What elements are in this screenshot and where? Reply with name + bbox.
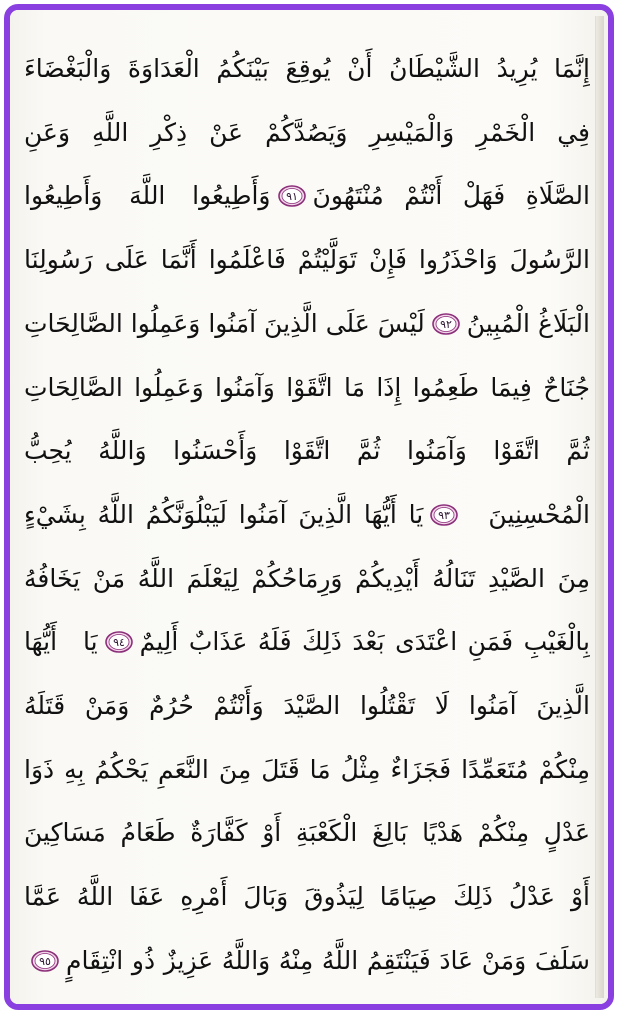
ayah-number-marker <box>277 184 307 208</box>
text-line <box>24 484 590 546</box>
text-line <box>24 102 590 164</box>
ayah-number-marker <box>104 630 134 654</box>
ayah-text: الْمُحْسِنِينَ <box>488 499 590 529</box>
text-line <box>24 802 590 864</box>
text-line <box>24 930 590 992</box>
ayah-text: فِي الْخَمْرِ وَالْمَيْسِرِ وَيَصُدَّكُمْ عَنْ ذِكْرِ اللَّهِ وَعَنِ <box>24 117 590 147</box>
ayah-number: ٩٤ <box>112 636 125 650</box>
ayah-text: لَيْسَ عَلَى الَّذِينَ آمَنُوا وَعَمِلُوا الصَّالِحَاتِ <box>24 308 425 338</box>
ayah-text: الْبَلَاغُ الْمُبِينُ <box>466 308 590 338</box>
ayah-number: ٩٥ <box>39 954 51 968</box>
text-line <box>24 229 590 291</box>
ayah-text: الرَّسُولَ وَاحْذَرُوا فَإِنْ تَوَلَّيْتُمْ فَاعْلَمُوا أَنَّمَا عَلَى رَسُولِنَا <box>24 245 590 275</box>
text-line <box>24 420 590 482</box>
ayah-text: سَلَفَ وَمَنْ عَادَ فَيَنْتَقِمُ اللَّهُ مِنْهُ وَاللَّهُ عَزِيزٌ ذُو انْتِقَامٍ <box>66 945 590 975</box>
text-line <box>24 38 590 100</box>
ayah-number-marker <box>30 949 60 973</box>
ayah-text: الَّذِينَ آمَنُوا لَا تَقْتُلُوا الصَّيْدَ وَأَنْتُمْ حُرُمٌ وَمَنْ قَتَلَهُ <box>24 691 590 721</box>
ayah-number-marker <box>429 503 459 527</box>
text-line <box>24 675 590 737</box>
text-line <box>24 548 590 610</box>
ayah-text: يَا أَيُّهَا <box>24 627 98 657</box>
ayah-text: مِنْكُمْ مُتَعَمِّدًا فَجَزَاءٌ مِثْلُ مَا قَتَلَ مِنَ النَّعَمِ يَحْكُمُ بِهِ ذَوَا <box>24 754 590 784</box>
ayah-text: جُنَاحٌ فِيمَا طَعِمُوا إِذَا مَا اتَّقَوْا وَآمَنُوا وَعَمِلُوا الصَّالِحَاتِ <box>24 372 590 402</box>
text-line <box>24 165 590 227</box>
mushaf-page-frame <box>4 4 614 1010</box>
page-edge <box>595 16 604 998</box>
ayah-text: بِالْغَيْبِ فَمَنِ اعْتَدَى بَعْدَ ذَلِكَ فَلَهُ عَذَابٌ أَلِيمٌ <box>139 627 590 657</box>
ayah-text: يَا أَيُّهَا الَّذِينَ آمَنُوا لَيَبْلُوَنَّكُمُ اللَّهُ بِشَيْءٍ <box>24 499 424 529</box>
ayah-number-marker <box>431 312 461 336</box>
ayah-text: وَأَطِيعُوا اللَّهَ وَأَطِيعُوا <box>24 181 271 211</box>
text-line <box>24 293 590 355</box>
ayah-number: ٩٣ <box>438 508 451 522</box>
ayah-text: عَدْلٍ مِنْكُمْ هَدْيًا بَالِغَ الْكَعْبَةِ أَوْ كَفَّارَةٌ طَعَامُ مَسَاكِينَ <box>24 818 590 848</box>
ayah-number: ٩١ <box>285 190 298 204</box>
text-line <box>24 611 590 673</box>
text-line <box>24 866 590 928</box>
ayah-text: الصَّلَاةِ فَهَلْ أَنْتُمْ مُنْتَهُونَ <box>312 181 590 211</box>
text-line <box>24 357 590 419</box>
ayah-number: ٩٢ <box>439 317 452 331</box>
ayah-text: مِنَ الصَّيْدِ تَنَالُهُ أَيْدِيكُمْ وَرِمَاحُكُمْ لِيَعْلَمَ اللَّهُ مَنْ يَخَافُهُ <box>24 563 590 593</box>
mushaf-page <box>10 10 608 1004</box>
quran-text-block <box>24 38 590 992</box>
ayah-text: إِنَّمَا يُرِيدُ الشَّيْطَانُ أَنْ يُوقِعَ بَيْنَكُمُ الْعَدَاوَةَ وَالْبَغْضَاءَ <box>24 54 590 83</box>
text-line <box>24 739 590 801</box>
ayah-text: أَوْ عَدْلُ ذَلِكَ صِيَامًا لِيَذُوقَ وَبَالَ أَمْرِهِ عَفَا اللَّهُ عَمَّا <box>24 882 590 912</box>
ayah-text: ثُمَّ اتَّقَوْا وَآمَنُوا ثُمَّ اتَّقَوْا وَأَحْسَنُوا وَاللَّهُ يُحِبُّ <box>24 436 590 466</box>
